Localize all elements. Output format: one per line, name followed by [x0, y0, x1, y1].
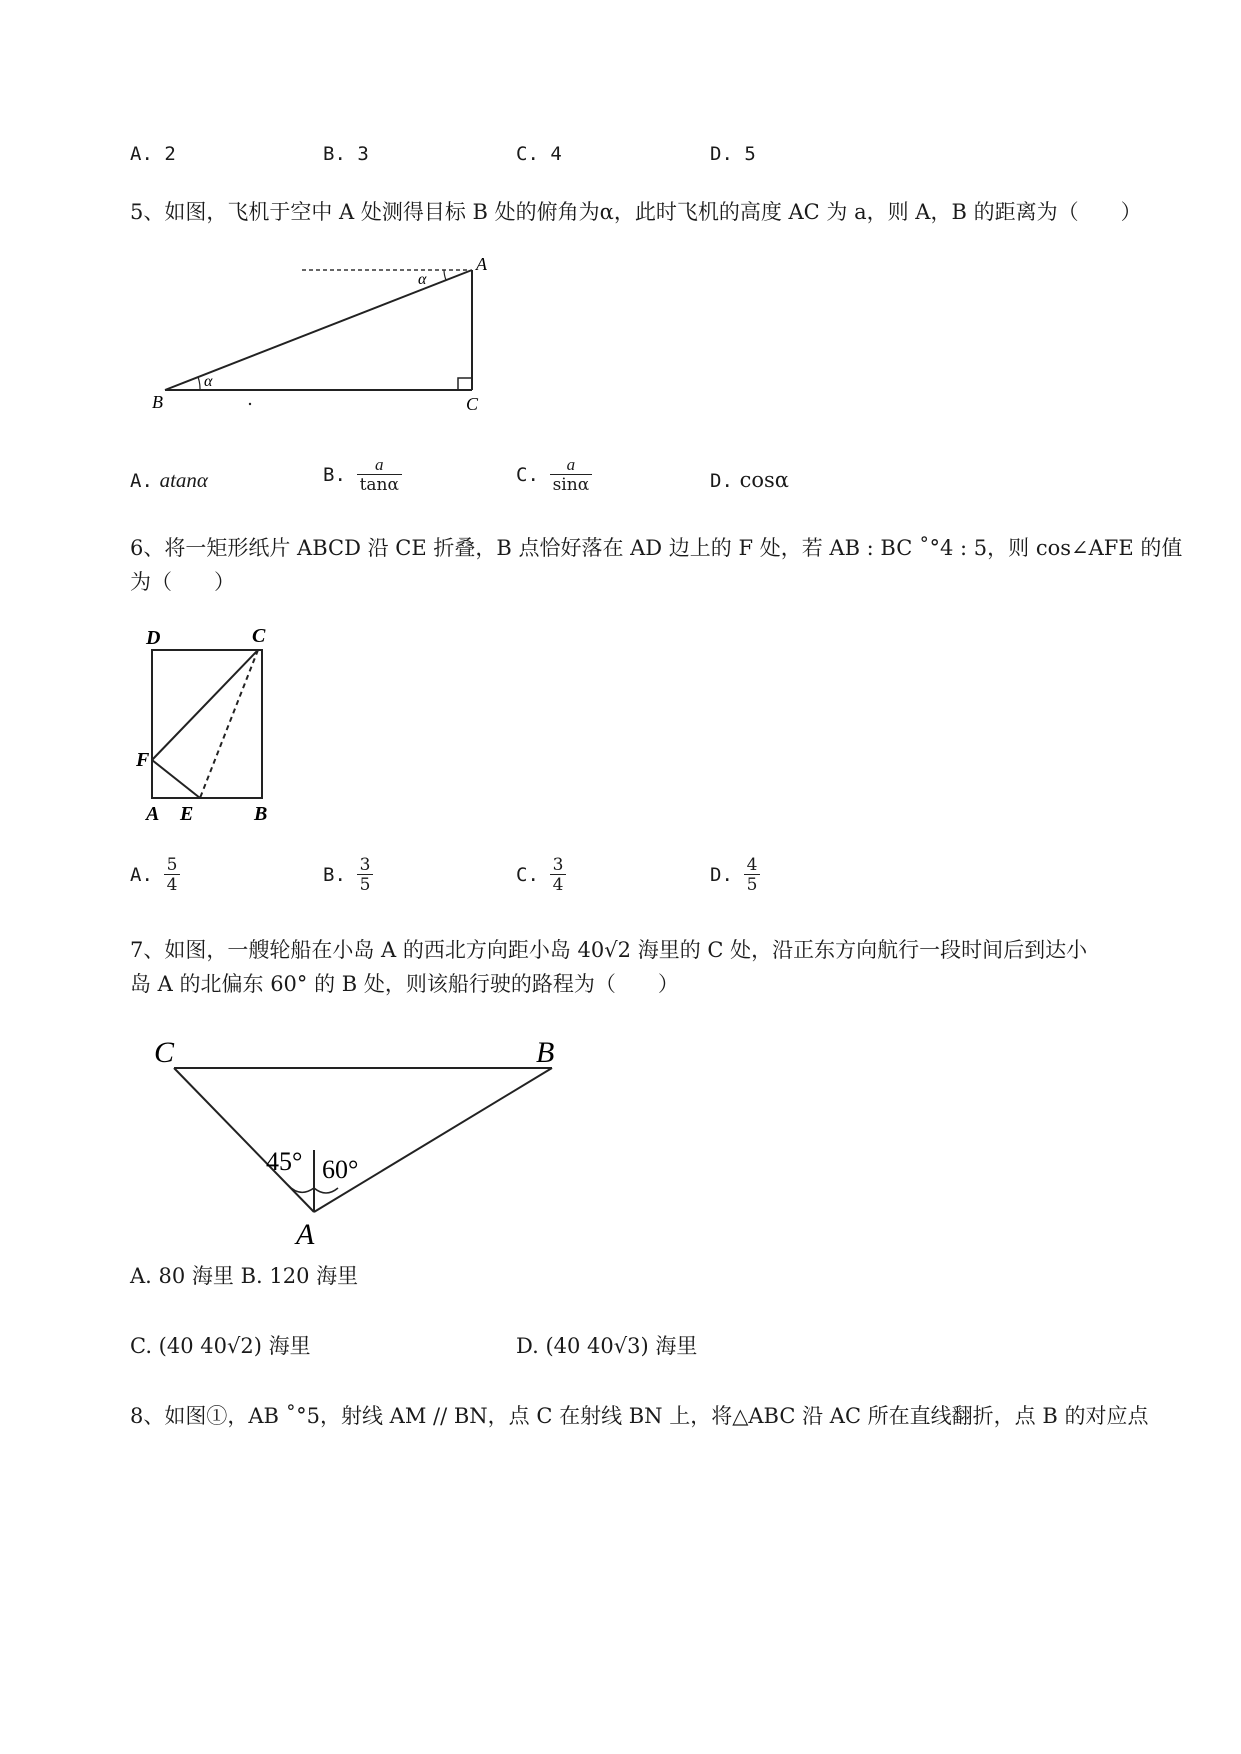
stray-dot — [249, 403, 251, 405]
label-b: B — [152, 392, 163, 412]
label-a: A — [296, 1218, 315, 1250]
q6-option-a: A. $\frac{5}{4}$ — [130, 856, 184, 895]
q6-option-d: D. $\frac{4}{5}$ — [710, 856, 764, 895]
fraction: $\frac{3}{4}$ — [550, 856, 567, 895]
q6-option-c: C. $\frac{3}{4}$ — [516, 856, 570, 895]
fraction: $\frac{4}{5}$ — [744, 856, 761, 895]
q7-options-row1: A. 80 海里 B. 120 海里 — [130, 1264, 359, 1288]
q6-stem-line2: 为（ ） — [130, 570, 235, 594]
label-45-degrees: 45° — [266, 1147, 303, 1176]
q7-stem-line2: 岛 A 的北偏东 60° 的 B 处，则该船行驶的路程为（ ） — [130, 972, 679, 996]
q4-option-c: C. 4 — [516, 143, 562, 165]
q5-option-c: C. $\frac{a}{\sin\alpha}$ — [516, 456, 596, 495]
angle-arc-45 — [288, 1185, 314, 1192]
label-d: D — [146, 627, 161, 649]
segment-ab — [314, 1068, 552, 1212]
label-f: F — [136, 749, 150, 771]
q5-figure — [150, 250, 490, 420]
label-b: B — [536, 1036, 555, 1069]
q5-stem: 5、如图，飞机于空中 A 处测得目标 B 处的俯角为α，此时飞机的高度 AC 为 a，则 A，B 的距离为（ ） — [130, 200, 1142, 224]
q8-stem: 8、如图①，AB ˚°5，射线 AM // BN，点 C 在射线 BN 上，将△ABC 沿 AC 所在直线翻折，点 B 的对应点 — [130, 1404, 1149, 1428]
q4-option-d: D. 5 — [710, 143, 756, 165]
rectangle-abcd — [152, 650, 262, 798]
fraction: $\frac{a}{\sin\alpha}$ — [550, 456, 593, 495]
q7-stem-line1: 7、如图，一艘轮船在小岛 A 的西北方向距小岛 40√2 海里的 C 处，沿正东方向航行一段时间后到达小 — [130, 938, 1088, 962]
segment-ca — [174, 1068, 314, 1212]
segment-fc — [152, 650, 258, 760]
q4-option-b: B. 3 — [323, 143, 369, 165]
fraction: $\frac{5}{4}$ — [164, 856, 181, 895]
right-angle-mark — [458, 378, 472, 390]
segment-fe — [152, 760, 200, 798]
label-a: A — [476, 254, 487, 274]
label-c: C — [466, 394, 479, 414]
angle-arc-top — [444, 270, 446, 280]
q4-option-a: A. 2 — [130, 143, 176, 165]
label-a: A — [146, 803, 160, 825]
label-alpha-top: α — [418, 271, 427, 288]
q7-figure — [140, 1030, 580, 1250]
q6-stem-line1: 6、将一矩形纸片 ABCD 沿 CE 折叠，B 点恰好落在 AD 边上的 F 处，若 AB : BC ˚°4 : 5，则 cos∠AFE 的值 — [130, 536, 1183, 560]
label-b: B — [254, 803, 268, 825]
label-60-degrees: 60° — [322, 1155, 359, 1184]
q6-option-b: B. $\frac{3}{5}$ — [323, 856, 377, 895]
label-c: C — [154, 1036, 175, 1069]
fraction: $\frac{a}{\tan\alpha}$ — [357, 456, 402, 495]
segment-ab — [165, 270, 472, 390]
q5-option-b: B. $\frac{a}{\tan\alpha}$ — [323, 456, 406, 495]
q6-figure — [130, 620, 290, 830]
label-c: C — [252, 625, 266, 647]
angle-arc-bottom — [198, 377, 200, 390]
crease-ce — [200, 650, 258, 798]
q5-option-d: D. cosα — [710, 468, 789, 492]
label-e: E — [180, 803, 194, 825]
q5-option-a: A. atanα — [130, 468, 208, 492]
q7-option-d: D. (40 40√3) 海里 — [516, 1334, 698, 1358]
fraction: $\frac{3}{5}$ — [357, 856, 374, 895]
label-alpha-bottom: α — [204, 373, 213, 390]
angle-arc-60 — [314, 1188, 338, 1193]
q7-option-c: C. (40 40√2) 海里 — [130, 1334, 311, 1358]
